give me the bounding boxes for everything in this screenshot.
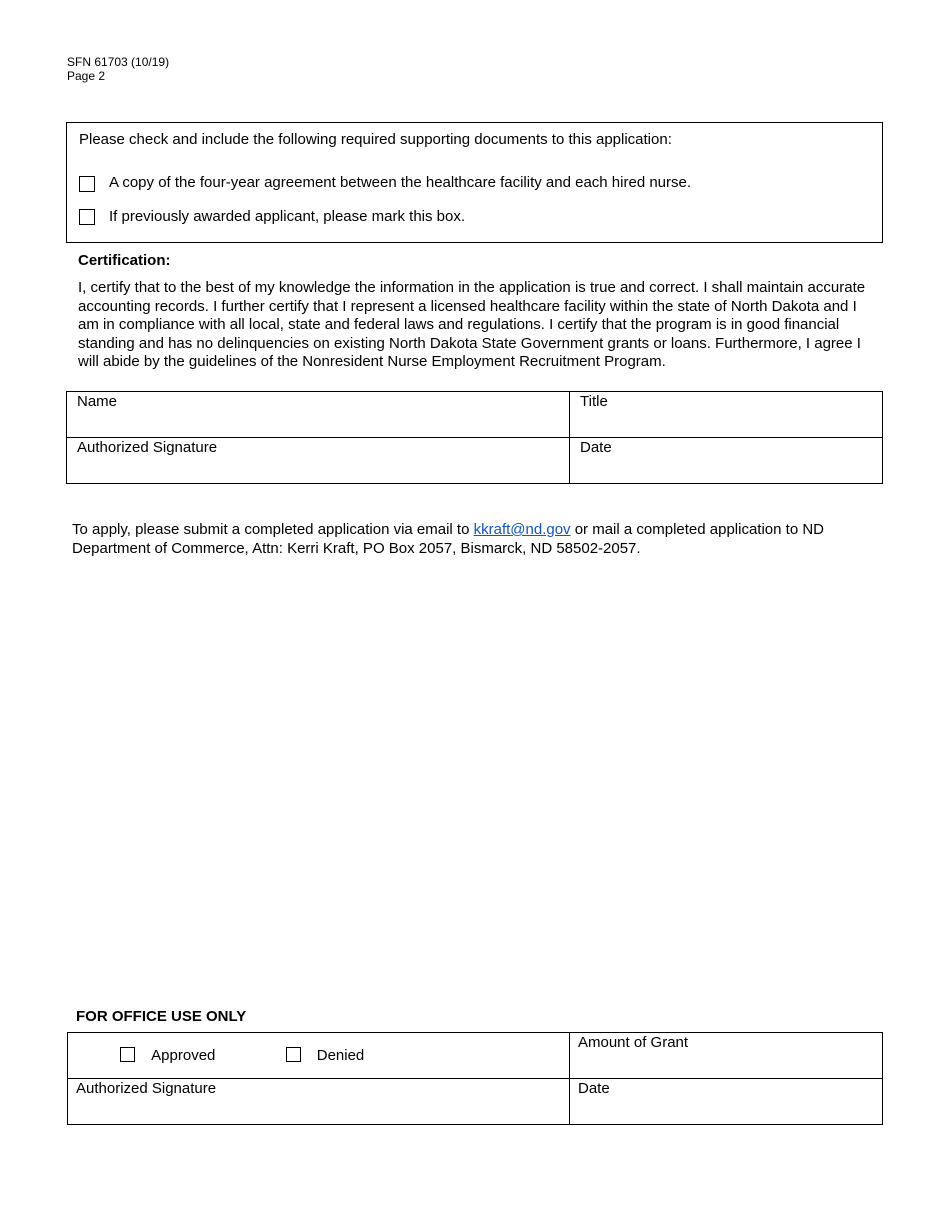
certification-title: Certification: (78, 252, 171, 269)
four-year-agreement-label: A copy of the four-year agreement between the healthcare facility and each hired nurse. (109, 174, 692, 191)
previously-awarded-checkbox[interactable] (79, 209, 95, 225)
title-label: Title (580, 393, 608, 410)
documents-intro: Please check and include the following required supporting documents to this application: (79, 131, 672, 148)
name-label: Name (77, 393, 118, 410)
date-field[interactable] (570, 438, 883, 484)
office-date-label: Date (578, 1080, 610, 1097)
name-field[interactable] (67, 392, 570, 438)
previously-awarded-label: If previously awarded applicant, please mark this box. (109, 208, 466, 225)
amount-of-grant-label: Amount of Grant (578, 1034, 689, 1051)
amount-of-grant-field[interactable] (570, 1033, 883, 1079)
apply-text-before: To apply, please submit a completed application via email to (72, 521, 474, 538)
office-use-table (67, 1032, 883, 1125)
page-number: Page 2 (67, 69, 106, 83)
office-date-field[interactable] (570, 1079, 883, 1125)
office-signature-label: Authorized Signature (76, 1080, 217, 1097)
apply-instructions (72, 521, 882, 558)
approved-label: Approved (151, 1047, 216, 1064)
denied-checkbox[interactable] (286, 1047, 301, 1062)
date-label: Date (580, 439, 612, 456)
signature-table (66, 391, 883, 484)
office-use-title: FOR OFFICE USE ONLY (76, 1008, 247, 1025)
office-signature-field[interactable] (68, 1079, 570, 1125)
email-link[interactable]: kkraft@nd.gov (473, 521, 571, 538)
authorized-signature-label: Authorized Signature (77, 439, 218, 456)
certification-text: I, certify that to the best of my knowledge the information in the application is true and correct. I shall maintain accurate accounting records. I further certify that I represent a licensed healthcare facility within the state of North Dakota and I am in compliance with all local, state and federal laws and regulations. I certify that the program is in good financial standing and has no delinquencies on existing North Dakota State Government grants or loans. Furthermore, I agree I will abide by the guidelines of the Nonresident Nurse Employment Recruitment Program. (78, 279, 866, 370)
approved-checkbox[interactable] (120, 1047, 135, 1062)
authorized-signature-field[interactable] (67, 438, 570, 484)
form-header (67, 55, 169, 83)
title-field[interactable] (570, 392, 883, 438)
decision-cell (68, 1033, 570, 1079)
form-number: SFN 61703 (10/19) (67, 55, 170, 69)
four-year-agreement-checkbox[interactable] (79, 176, 95, 192)
apply-text-after: or mail a completed application to ND Department of Commerce, Attn: Kerri Kraft, PO Box 2057, Bismarck, ND 58502-2057. (72, 521, 825, 557)
denied-label: Denied (316, 1047, 365, 1064)
